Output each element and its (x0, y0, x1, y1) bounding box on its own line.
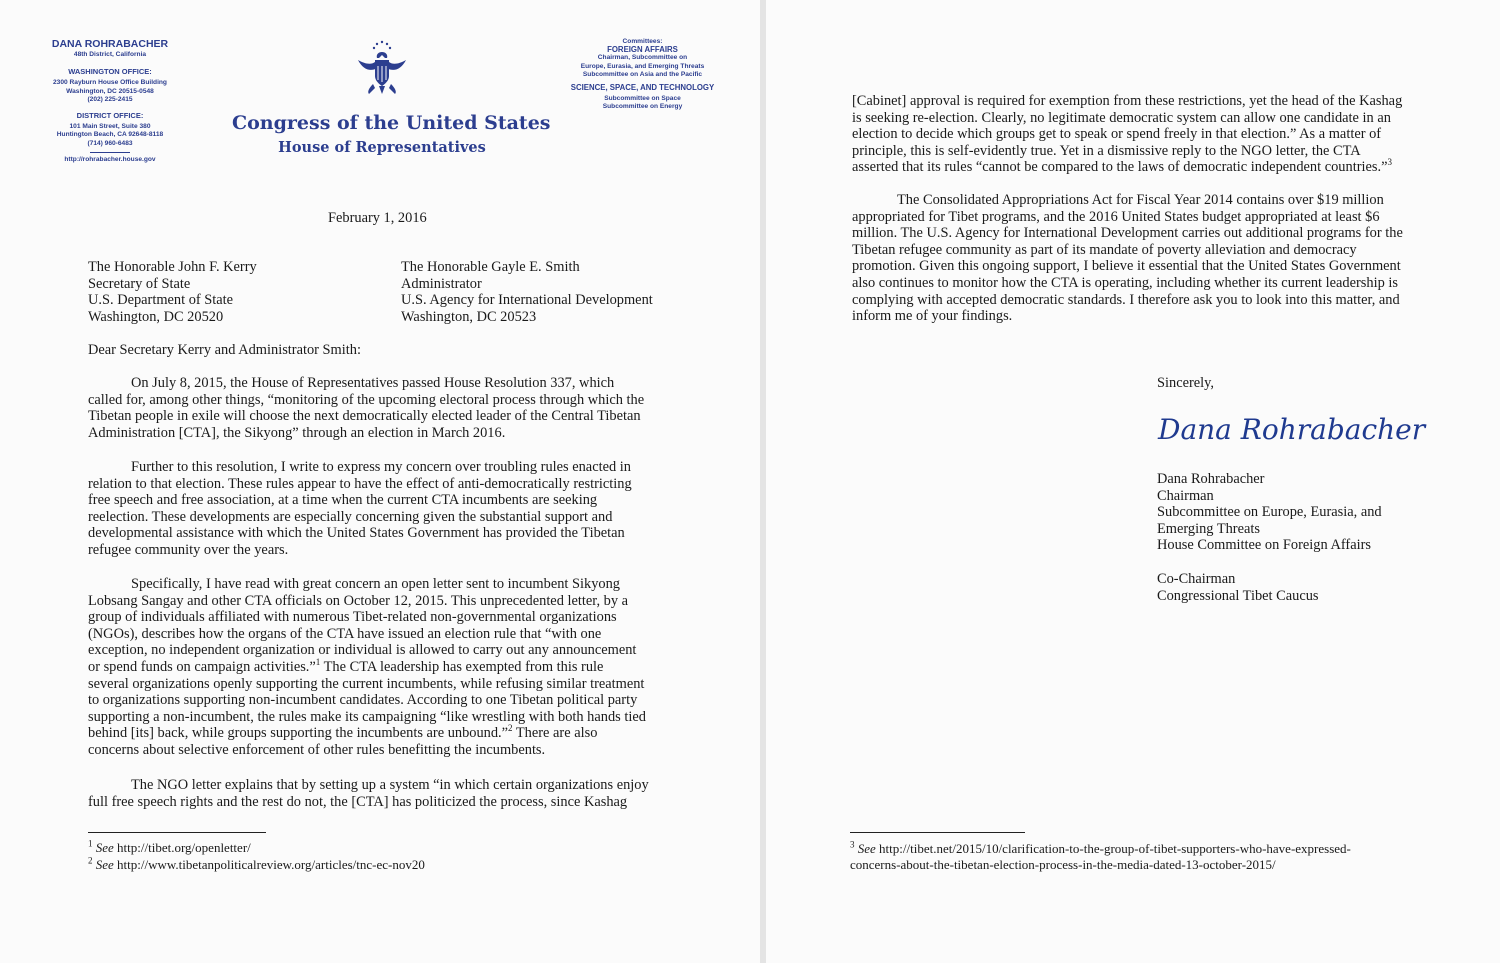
text-line: group of individuals affiliated with numerous Tibet-related non-governmental organizations (88, 609, 617, 626)
washington-line: Washington, DC 20515-0548 (66, 87, 154, 95)
sender-block (40, 38, 180, 164)
text-line: election to decide which groups get to speak or spend freely in that election.” As a matter of (852, 126, 1382, 143)
text-line: free speech and free association, at a time when the current CTA incumbents are seeking (88, 492, 598, 509)
footnote-see: See (95, 857, 114, 872)
address-line: The Honorable Gayle E. Smith (401, 259, 580, 275)
footnote-mark: 1 (315, 657, 321, 668)
text-line: [Cabinet] approval is required for exemption from these restrictions, yet the head of the Kashag (852, 93, 1403, 109)
text-fragment: or spend funds on campaign activities.” (88, 658, 316, 675)
footnote-2 (88, 857, 425, 873)
footnote-mark: 3 (1387, 157, 1392, 168)
text-line: The Consolidated Appropriations Act for Fiscal Year 2014 contains over $19 million (897, 192, 1384, 208)
committee-line: Chairman, Subcommittee on (597, 54, 688, 62)
paragraph-1 (88, 375, 644, 441)
committee-foreign-affairs: FOREIGN AFFAIRS (607, 45, 678, 55)
text-line: Tibetan refugee community as part of its mandate of poverty alleviation and democracy (852, 241, 1357, 258)
paragraph-4 (88, 777, 649, 810)
footnote-divider (88, 832, 266, 833)
text-line (852, 159, 1402, 176)
footnote-number: 3 (850, 839, 855, 850)
text-line: to organizations supporting non-incumbent candidates. According to one Tibetan political party (88, 692, 638, 709)
text-line: (NGOs), describes how the organs of the CTA have issued an election rule that “with one (88, 625, 602, 642)
sender-name: DANA ROHRABACHER (51, 38, 169, 50)
text-line: several organizations openly supporting the current incumbents, while refusing similar treatment (88, 675, 645, 692)
text-line: relation to that election. These rules appear to have the effect of anti-democratically restricting (88, 475, 632, 492)
text-line: developmental assistance with which the United States Government has provided the Tibetan (88, 525, 625, 542)
text-line: complying with accepted democratic standards. I therefore ask you to look into this matter, and (852, 291, 1400, 308)
signer-block (1157, 471, 1382, 554)
text-line: full free speech rights and the rest do not, the [CTA] has politicized the process, since Kashag (88, 793, 628, 810)
signer-line: Emerging Threats (1157, 520, 1260, 537)
committee-line: Subcommittee on Asia and the Pacific (582, 70, 703, 78)
signer-line: Dana Rohrabacher (1157, 471, 1265, 487)
letterhead-subtitle: House of Representatives (278, 139, 486, 156)
text-line: The NGO letter explains that by setting up a system “in which certain organizations enjoy (131, 777, 649, 793)
washington-line: 2300 Rayburn House Office Building (53, 79, 167, 87)
text-line: Further to this resolution, I write to express my concern over troubling rules enacted in (131, 459, 631, 475)
signer-line: Congressional Tibet Caucus (1157, 587, 1319, 604)
footnote-mark: 2 (508, 723, 513, 734)
committee-line: Subcommittee on Energy (602, 103, 683, 111)
text-line: inform me of your findings. (852, 308, 1013, 325)
text-line: On July 8, 2015, the House of Representatives passed House Resolution 337, which (131, 375, 615, 391)
text-line: supporting a non-incumbent, the rules make its campaigning “like wrestling with both hands tied (88, 708, 646, 725)
letter-page-2 (766, 0, 1500, 963)
p2-paragraph-2 (852, 192, 1403, 325)
address-line: U.S. Department of State (88, 292, 234, 309)
text-line: called for, among other things, “monitoring of the upcoming electoral process through which the (88, 391, 645, 408)
salutation: Dear Secretary Kerry and Administrator Smith: (88, 342, 361, 358)
district-line: Huntington Beach, CA 92648-8118 (56, 131, 164, 139)
signer-line: Chairman (1157, 487, 1214, 504)
address-line: Secretary of State (88, 275, 191, 292)
p2-paragraph-1 (852, 93, 1402, 176)
text-line: reelection. These developments are especially concerning given the substantial support and (88, 508, 613, 525)
text-line: exception, no independent organization or individual is allowed to carry out any announcement (88, 642, 637, 659)
footnote-url: http://www.tibetanpoliticalreview.org/articles/tnc-ec-nov20 (117, 857, 425, 872)
footnote-number: 1 (88, 838, 93, 849)
address-line: Administrator (401, 275, 482, 292)
footnote-3-cont: concerns-about-the-tibetan-election-process-in-the-media-dated-13-october-2015/ (850, 857, 1276, 872)
footnote-see: See (857, 841, 876, 856)
text-line: million. The U.S. Agency for International Development carries out additional programs for the (852, 225, 1403, 242)
washington-office-label: WASHINGTON OFFICE: (68, 67, 152, 77)
text-line (88, 659, 646, 676)
paragraph-2 (88, 459, 632, 559)
text-line: Administration [CTA], the Sikyong” through an election in March 2016. (88, 424, 506, 441)
text-line: refugee community over the years. (88, 541, 289, 558)
footnote-url: http://tibet.net/2015/10/clarification-to-the-group-of-tibet-supporters-who-have-expressed- (879, 841, 1351, 856)
addressee-left (88, 259, 257, 325)
text-fragment: There are also (515, 725, 598, 742)
footnote-divider (850, 832, 1025, 833)
district-office-label: DISTRICT OFFICE: (76, 111, 144, 121)
text-line: principle, this is self-evidently true. Yet in a dismissive reply to the NGO letter, the CTA (852, 142, 1361, 159)
committees-label: Committees: (622, 38, 663, 45)
footnote-3 (850, 841, 1351, 857)
website: http://rohrabacher.house.gov (64, 155, 156, 163)
washington-line: (202) 225-2415 (87, 95, 133, 103)
footnote-number: 2 (88, 855, 93, 866)
text-line: Lobsang Sangay and other CTA officials on October 12, 2015. This unprecedented letter, by a (88, 592, 629, 609)
committee-line: Subcommittee on Space (604, 95, 681, 103)
footnote-1 (88, 840, 251, 856)
text-line: Tibetan people in exile will choose the next democratically elected leader of the Central Tibetan (88, 408, 641, 425)
addressee-right (401, 259, 653, 325)
text-line: also continues to monitor how the CTA is operating, including whether its current leadership is (852, 274, 1398, 291)
text-line: Specifically, I have read with great concern an open letter sent to incumbent Sikyong (131, 576, 620, 592)
signer-line: Co-Chairman (1157, 571, 1236, 587)
district-line: (714) 960-6483 (87, 139, 133, 147)
letter-date: February 1, 2016 (328, 210, 427, 226)
text-fragment: behind [its] back, while groups supporting the incumbents are unbound.” (88, 725, 509, 742)
letterhead-title: Congress of the United States (232, 112, 551, 134)
footnote-url: http://tibet.org/openletter/ (117, 840, 251, 855)
signer-line: Subcommittee on Europe, Eurasia, and (1157, 504, 1382, 521)
sender-district: 48th District, California (73, 51, 147, 58)
text-line (88, 725, 646, 742)
great-seal-eagle-icon (355, 38, 409, 96)
address-line: Washington, DC 20520 (88, 308, 224, 325)
address-line: Washington, DC 20523 (401, 308, 537, 325)
text-line: concerns about selective enforcement of other rules benefitting the incumbents. (88, 741, 546, 758)
text-line: appropriated for Tibet programs, and the 2016 United States budget appropriated at least $6 (852, 208, 1380, 225)
district-line: 101 Main Street, Suite 380 (69, 123, 151, 131)
address-line: The Honorable John F. Kerry (88, 259, 257, 275)
text-fragment: The CTA leadership has exempted from this rule (323, 658, 604, 675)
committees-block (560, 38, 725, 112)
text-line: is seeking re-election. Clearly, no legitimate democratic system can allow one candidate in an (852, 109, 1391, 126)
address-line: U.S. Agency for International Development (401, 292, 653, 309)
paragraph-3 (88, 576, 646, 759)
footnote-see: See (95, 840, 114, 855)
handwritten-signature: Dana Rohrabacher (1158, 413, 1426, 446)
text-line: promotion. Given this ongoing support, I believe it essential that the United States Government (852, 258, 1401, 275)
signer-line: House Committee on Foreign Affairs (1157, 537, 1371, 554)
signer-block-2 (1157, 571, 1319, 604)
text-fragment: asserted that its rules “cannot be compared to the laws of democratic independent countries.” (852, 159, 1388, 176)
committee-science: SCIENCE, SPACE, AND TECHNOLOGY (570, 83, 715, 93)
committee-line: Europe, Eurasia, and Emerging Threats (580, 62, 705, 70)
closing: Sincerely, (1157, 375, 1215, 391)
